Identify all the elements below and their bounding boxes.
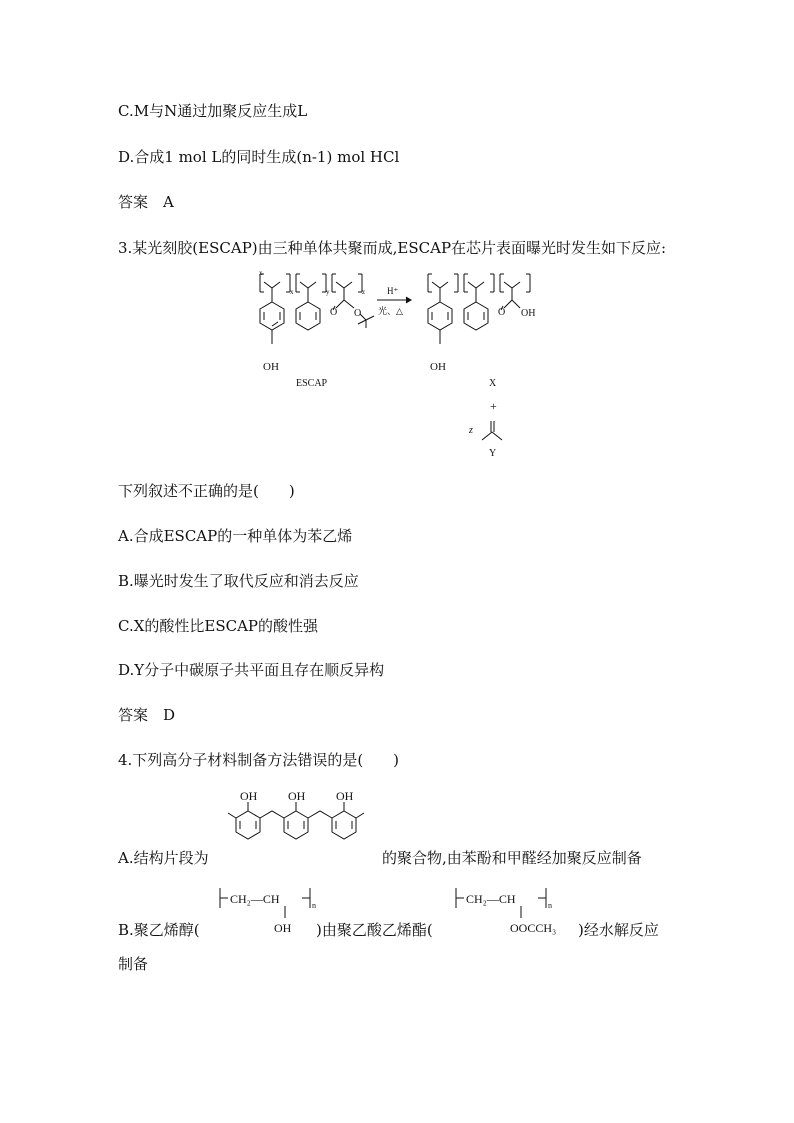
- q4-stem: 4.下列高分子材料制备方法错误的是( ): [118, 751, 400, 769]
- q3-question: 下列叙述不正确的是( ): [118, 482, 295, 500]
- y-structure: [482, 421, 502, 440]
- y-label: Y: [489, 448, 497, 459]
- q2-option-c: C.M与N通过加聚反应生成L: [118, 102, 308, 120]
- phenol-oh-3: OH: [336, 789, 354, 803]
- q3-option-b: B.曝光时发生了取代反应和消去反应: [118, 572, 359, 590]
- phenol-oh-2: OH: [288, 789, 306, 803]
- reagent-light-heat: 光、△: [378, 306, 403, 316]
- phenol-oh-1: OH: [240, 789, 258, 803]
- q3-option-d: D.Y分子中碳原子共平面且存在顺反异构: [118, 661, 385, 679]
- pva-n: n: [312, 901, 316, 910]
- escap-oh: OH: [263, 361, 279, 373]
- escap-x-subscript: x: [290, 288, 294, 296]
- pvac-chain: CH₂—CH: [466, 892, 516, 906]
- x-carbonyl-o: O: [498, 307, 506, 318]
- plus-sign: +: [490, 399, 497, 413]
- escap-ester-o: O: [354, 308, 362, 319]
- q3-answer: 答案 D: [118, 706, 176, 724]
- y-coefficient: z: [469, 425, 473, 436]
- q4-option-b-cont: 制备: [118, 955, 149, 973]
- pvac-n: n: [548, 901, 552, 910]
- q4-option-a-pre: A.结构片段为: [118, 849, 209, 867]
- x-phenol-oh: OH: [430, 361, 446, 373]
- q3-option-c: C.X的酸性比ESCAP的酸性强: [118, 617, 319, 635]
- x-oh-acid: OH: [521, 308, 536, 319]
- pvac-structure: [450, 884, 560, 940]
- q4-option-a-post: 的聚合物,由苯酚和甲醛经加聚反应制备: [382, 849, 642, 867]
- escap-z-subscript: z: [362, 288, 366, 296]
- x-label: X: [489, 378, 497, 389]
- q4-option-b-pre: B.聚乙烯醇(: [118, 921, 200, 939]
- escap-reaction-figure: [240, 266, 560, 466]
- pvac-ester: OOCCH₃: [510, 921, 557, 935]
- pva-chain: CH₂—CH: [230, 892, 280, 906]
- q3-stem: 3.某光刻胶(ESCAP)由三种单体共聚而成,ESCAP在芯片表面曝光时发生如下反应:: [118, 239, 667, 257]
- q3-option-a: A.合成ESCAP的一种单体为苯乙烯: [118, 527, 353, 545]
- q2-answer: 答案 A: [118, 193, 174, 211]
- pva-oh: OH: [274, 921, 292, 935]
- escap-carbonyl-o: O: [330, 307, 338, 318]
- phenolic-resin-figure: [218, 786, 378, 866]
- escap-y-subscript: y: [326, 288, 330, 296]
- reagent-h-plus: H⁺: [387, 286, 399, 296]
- escap-x-sub: x: [259, 269, 263, 277]
- q4-option-b-post: )经水解反应: [578, 921, 659, 939]
- q4-option-b-mid: )由聚乙酸乙烯酯(: [316, 921, 433, 939]
- x-structure: [428, 274, 530, 344]
- pva-structure: [214, 884, 324, 940]
- escap-label: ESCAP: [296, 378, 328, 389]
- q2-option-d: D.合成1 mol L的同时生成(n-1) mol HCl: [118, 148, 400, 166]
